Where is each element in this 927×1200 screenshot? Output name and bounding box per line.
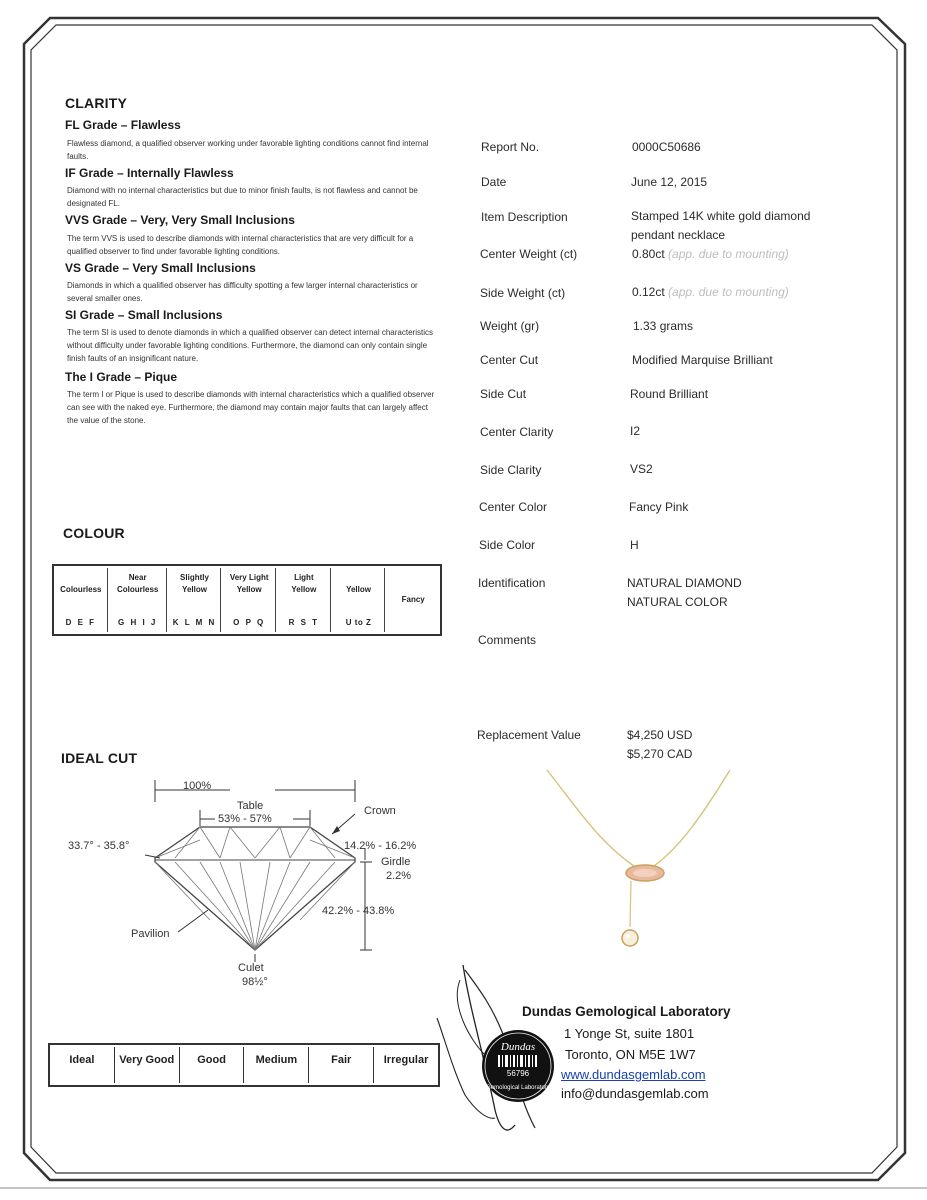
cut-grade-cell: Ideal <box>50 1047 115 1083</box>
colour-scale-table <box>52 564 442 636</box>
grade-heading-i: The I Grade – Pique <box>65 370 178 384</box>
weight-gr-label: Weight (gr) <box>480 319 540 333</box>
diagram-crown-label: Crown <box>364 805 396 817</box>
center-color-value: Fancy Pink <box>629 500 689 514</box>
colour-cell-code: D E F <box>65 618 97 627</box>
colour-cell <box>110 568 167 632</box>
center-clarity-label: Center Clarity <box>480 425 554 439</box>
identification-label: Identification <box>478 576 546 590</box>
date-label: Date <box>481 175 507 189</box>
identification-value: NATURAL DIAMOND <box>627 576 742 590</box>
side-weight-value: 0.12ct <box>632 285 665 299</box>
center-weight-note: (app. due to mounting) <box>668 247 789 261</box>
diagram-pavilion-label: Pavilion <box>131 928 170 940</box>
lab-email: info@dundasgemlab.com <box>561 1086 709 1101</box>
colour-cell-code: U to Z <box>345 618 372 627</box>
colour-cell-name: Yellow <box>346 585 371 594</box>
lab-name: Dundas Gemological Laboratory <box>522 1004 731 1019</box>
grade-heading-vs: VS Grade – Very Small Inclusions <box>65 261 256 275</box>
grade-heading-vvs: VVS Grade – Very, Very Small Inclusions <box>65 213 295 227</box>
colour-cell-name: Very Light Yellow <box>229 573 269 594</box>
lab-address-line1: 1 Yonge St, suite 1801 <box>564 1026 695 1041</box>
center-weight-row <box>632 245 789 264</box>
report-number-label: Report No. <box>481 140 540 154</box>
identification-value-2: NATURAL COLOR <box>627 595 728 609</box>
item-description-label: Item Description <box>481 210 568 224</box>
side-color-value: H <box>630 538 639 552</box>
svg-text:56796: 56796 <box>506 1069 530 1078</box>
center-weight-value: 0.80ct <box>632 247 665 261</box>
svg-text:Dundas: Dundas <box>500 1041 536 1053</box>
clarity-title: CLARITY <box>65 95 128 111</box>
center-weight-label: Center Weight (ct) <box>480 247 578 261</box>
side-color-label: Side Color <box>479 538 536 552</box>
side-weight-row <box>632 283 789 302</box>
colour-cell-name: Near Colourless <box>117 573 159 594</box>
cut-grade-cell: Fair <box>309 1047 374 1083</box>
ideal-cut-title: IDEAL CUT <box>61 750 138 766</box>
diagram-culet-angle: 98½° <box>242 976 268 988</box>
center-cut-label: Center Cut <box>480 353 539 367</box>
svg-text:Gemological Laboratory: Gemological Laboratory <box>486 1085 550 1091</box>
replacement-value-label: Replacement Value <box>477 728 581 742</box>
diagram-culet-label: Culet <box>238 962 264 974</box>
side-cut-label: Side Cut <box>480 387 527 401</box>
colour-cell <box>223 568 276 632</box>
grade-heading-si: SI Grade – Small Inclusions <box>65 308 223 322</box>
grade-text-i: The term I or Pique is used to describe diamonds with internal characteristics which a qualified observer can see with the naked eye. Furthermore, the diamond may contain major faults that can largely affect the value of the stone. <box>67 390 435 425</box>
grade-text-vs: Diamonds in which a qualified observer has difficulty spotting a few larger internal characteristics or several smaller ones. <box>67 281 418 303</box>
lab-seal <box>480 1028 556 1104</box>
colour-cell <box>278 568 331 632</box>
cut-grade-cell: Good <box>180 1047 245 1083</box>
colour-cell-code: K L M N <box>172 618 217 627</box>
grade-text-fl: Flawless diamond, a qualified observer working under favorable lighting conditions cannot find internal faults. <box>67 139 429 161</box>
center-clarity-value: I2 <box>630 424 641 438</box>
colour-cell <box>169 568 222 632</box>
necklace-photo <box>535 765 755 975</box>
colour-cell <box>333 568 386 632</box>
grade-text-vvs: The term VVS is used to describe diamonds with internal characteristics that are very difficult for a qualified observer to find under favorable lighting conditions. <box>67 234 414 256</box>
diagram-width-pct: 100% <box>183 780 212 792</box>
comments-label: Comments <box>478 633 537 647</box>
cut-grade-cell: Irregular <box>383 1054 429 1066</box>
weight-gr-value: 1.33 grams <box>633 319 694 333</box>
side-weight-label: Side Weight (ct) <box>480 286 566 300</box>
cut-grade-table <box>48 1043 440 1087</box>
date-value: June 12, 2015 <box>631 175 708 189</box>
side-cut-value: Round Brilliant <box>630 387 709 401</box>
colour-cell-code: R S T <box>288 618 320 627</box>
colour-title: COLOUR <box>63 525 125 541</box>
side-clarity-label: Side Clarity <box>480 463 542 477</box>
colour-cell <box>387 568 439 632</box>
replacement-value-cad: $5,270 CAD <box>627 747 693 761</box>
colour-cell-name: Fancy <box>401 594 425 604</box>
diagram-girdle-label: Girdle <box>381 856 411 868</box>
replacement-value-usd: $4,250 USD <box>627 728 693 742</box>
colour-cell-name: Colourless <box>60 585 102 594</box>
report-number-value: 0000C50686 <box>632 140 701 154</box>
grade-text-if: Diamond with no internal characteristics but due to minor finish faults, is not flawless and cannot be designated FL. <box>67 186 418 208</box>
item-description-value: Stamped 14K white gold diamond pendant necklace <box>631 209 811 242</box>
cut-grade-cell: Medium <box>244 1047 309 1083</box>
diagram-crown-angle: 33.7° - 35.8° <box>68 840 130 852</box>
center-cut-value: Modified Marquise Brilliant <box>632 353 773 367</box>
colour-cell-code: G H I J <box>118 618 158 627</box>
center-color-label: Center Color <box>479 500 548 514</box>
side-weight-note: (app. due to mounting) <box>668 285 789 299</box>
lab-website-link[interactable]: www.dundasgemlab.com <box>561 1067 706 1082</box>
diagram-table-label: Table <box>237 800 264 812</box>
grade-heading-fl: FL Grade – Flawless <box>65 118 181 132</box>
diagram-girdle-pct: 2.2% <box>386 870 412 882</box>
colour-cell-name: Light Yellow <box>291 573 317 594</box>
diagram-crown-height: 14.2% - 16.2% <box>344 840 417 852</box>
grade-heading-if: IF Grade – Internally Flawless <box>65 166 234 180</box>
colour-cell-code: O P Q <box>233 618 266 627</box>
cut-grade-cell: Very Good <box>115 1047 180 1083</box>
side-clarity-value: VS2 <box>630 462 653 476</box>
grade-text-si: The term SI is used to denote diamonds in which a qualified observer can detect internal characteristics without difficulty under favorable lighting conditions. Furthermore, the diamond can only contain single finish faults of an insignificant nature. <box>67 328 433 363</box>
lab-address-line2: Toronto, ON M5E 1W7 <box>565 1047 696 1062</box>
colour-cell <box>55 568 108 632</box>
diagram-pavilion-depth: 42.2% - 43.8% <box>322 905 395 917</box>
colour-cell-name: Slightly Yellow <box>180 573 209 594</box>
diagram-table-pct: 53% - 57% <box>218 813 272 825</box>
